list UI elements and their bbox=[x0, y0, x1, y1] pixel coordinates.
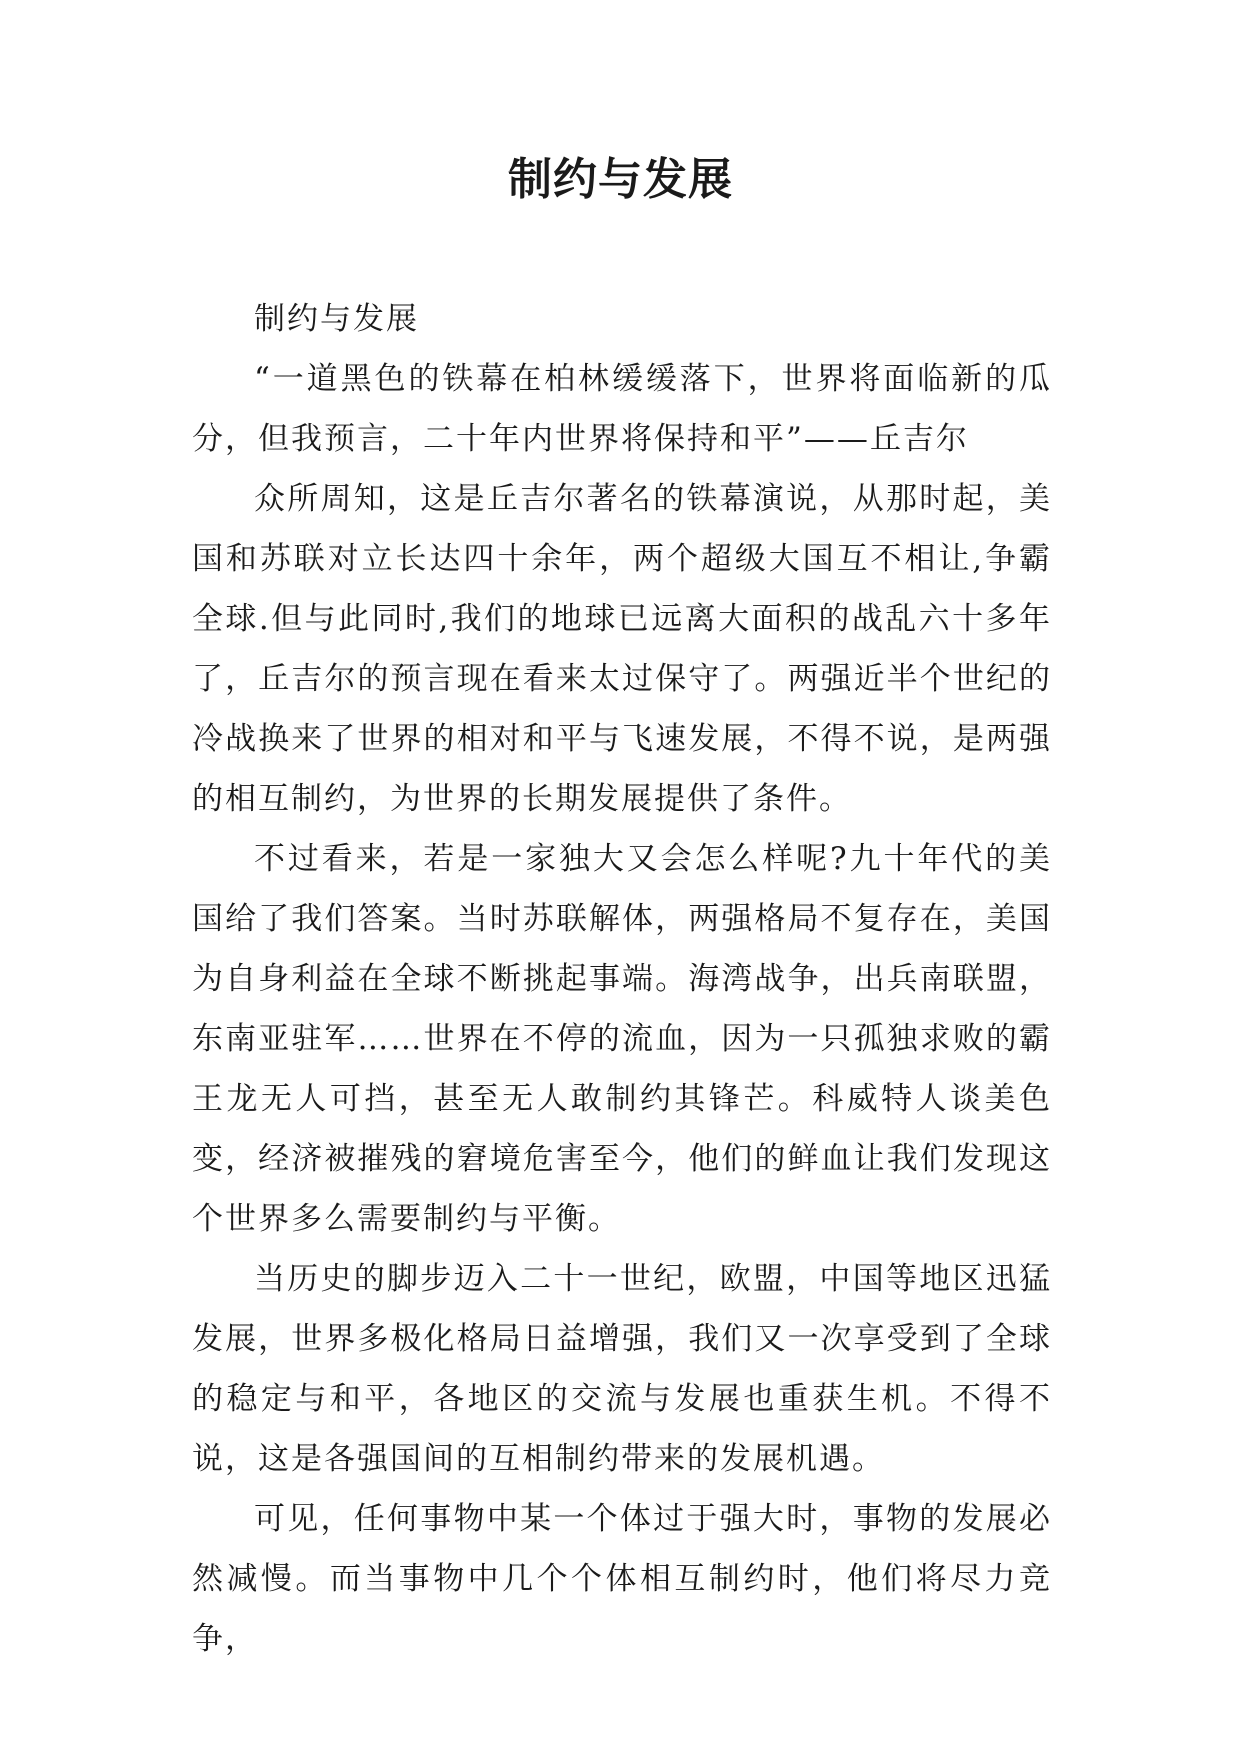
paragraph-heading: 制约与发展 bbox=[254, 301, 419, 337]
document-body bbox=[192, 289, 1052, 1669]
paragraph: 不过看来，若是一家独大又会怎么样呢?九十年代的美国给了我们答案。当时苏联解体，两强格局不复存在，美国为自身利益在全球不断挑起事端。海湾战争，出兵南联盟，东南亚驻军……世界在不停的流血，因为一只孤独求败的霸王龙无人可挡，甚至无人敢制约其锋芒。科威特人谈美色变，经济被摧残的窘境危害至今，他们的鲜血让我们发现这个世界多么需要制约与平衡。 bbox=[192, 841, 1052, 1237]
paragraph: 当历史的脚步迈入二十一世纪，欧盟，中国等地区迅猛发展，世界多极化格局日益增强，我们又一次享受到了全球的稳定与和平，各地区的交流与发展也重获生机。不得不说，这是各强国间的互相制约带来的发展机遇。 bbox=[192, 1261, 1052, 1477]
paragraph: 众所周知，这是丘吉尔著名的铁幕演说，从那时起，美国和苏联对立长达四十余年，两个超级大国互不相让,争霸全球.但与此同时,我们的地球已远离大面积的战乱六十多年了，丘吉尔的预言现在看来太过保守了。两强近半个世纪的冷战换来了世界的相对和平与飞速发展，不得不说，是两强的相互制约，为世界的长期发展提供了条件。 bbox=[192, 481, 1052, 817]
paragraph: 可见，任何事物中某一个体过于强大时，事物的发展必然减慢。而当事物中几个个体相互制约时，他们将尽力竞争， bbox=[192, 1501, 1052, 1657]
paragraph-quote: “一道黑色的铁幕在柏林缓缓落下，世界将面临新的瓜分，但我预言，二十年内世界将保持和平”——丘吉尔 bbox=[192, 361, 1052, 457]
document-title: 制约与发展 bbox=[508, 154, 733, 205]
